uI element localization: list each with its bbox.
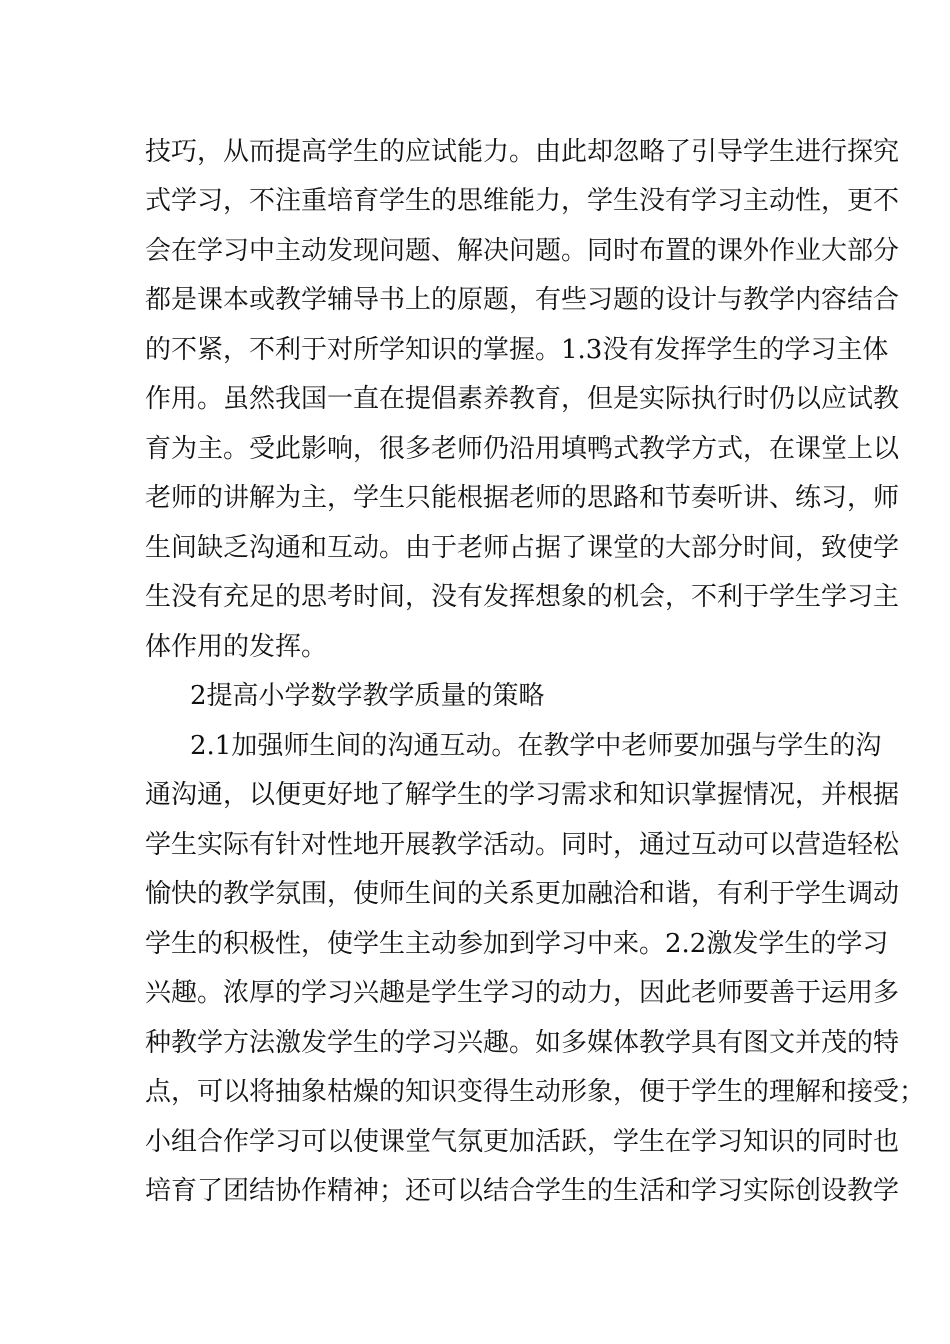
text-line-19: 种教学方法激发学生的学习兴趣。如多媒体教学具有图文并茂的特	[145, 1028, 900, 1058]
text-line-10: 生没有充足的思考时间，没有发挥想象的机会，不利于学生学习主	[145, 582, 900, 612]
text-line-22: 培育了团结协作精神；还可以结合学生的生活和学习实际创设教学	[145, 1176, 900, 1206]
text-line-1: 技巧，从而提高学生的应试能力。由此却忽略了引导学生进行探究	[145, 137, 900, 167]
text-line-7: 育为主。受此影响，很多老师仍沿用填鸭式教学方式，在课堂上以	[145, 434, 900, 464]
text-line-15: 学生实际有针对性地开展教学活动。同时，通过互动可以营造轻松	[145, 830, 900, 860]
section-heading: 2提高小学数学教学质量的策略	[190, 681, 545, 711]
text-line-21: 小组合作学习可以使课堂气氛更加活跃，学生在学习知识的同时也	[145, 1127, 900, 1157]
text-line-8: 老师的讲解为主，学生只能根据老师的思路和节奏听讲、练习，师	[145, 483, 900, 513]
text-line-17: 学生的积极性，使学生主动参加到学习中来。2.2激发学生的学习	[145, 929, 889, 959]
text-line-20: 点，可以将抽象枯燥的知识变得生动形象，便于学生的理解和接受；	[145, 1077, 926, 1107]
text-line-6: 作用。虽然我国一直在提倡素养教育，但是实际执行时仍以应试教	[145, 384, 900, 414]
text-line-18: 兴趣。浓厚的学习兴趣是学生学习的动力，因此老师要善于运用多	[145, 978, 900, 1008]
text-line-4: 都是课本或教学辅导书上的原题，有些习题的设计与教学内容结合	[145, 285, 900, 315]
text-line-9: 生间缺乏沟通和互动。由于老师占据了课堂的大部分时间，致使学	[145, 533, 900, 563]
text-line-16: 愉快的教学氛围，使师生间的关系更加融洽和谐，有利于学生调动	[145, 879, 900, 909]
text-line-11: 体作用的发挥。	[145, 632, 328, 662]
text-line-3: 会在学习中主动发现问题、解决问题。同时布置的课外作业大部分	[145, 236, 900, 266]
text-line-14: 通沟通，以便更好地了解学生的学习需求和知识掌握情况，并根据	[145, 780, 900, 810]
text-line-2: 式学习，不注重培育学生的思维能力，学生没有学习主动性，更不	[145, 186, 900, 216]
text-line-13: 2.1加强师生间的沟通互动。在教学中老师要加强与学生的沟	[190, 731, 882, 761]
text-line-5: 的不紧，不利于对所学知识的掌握。1.3没有发挥学生的学习主体	[145, 335, 889, 365]
